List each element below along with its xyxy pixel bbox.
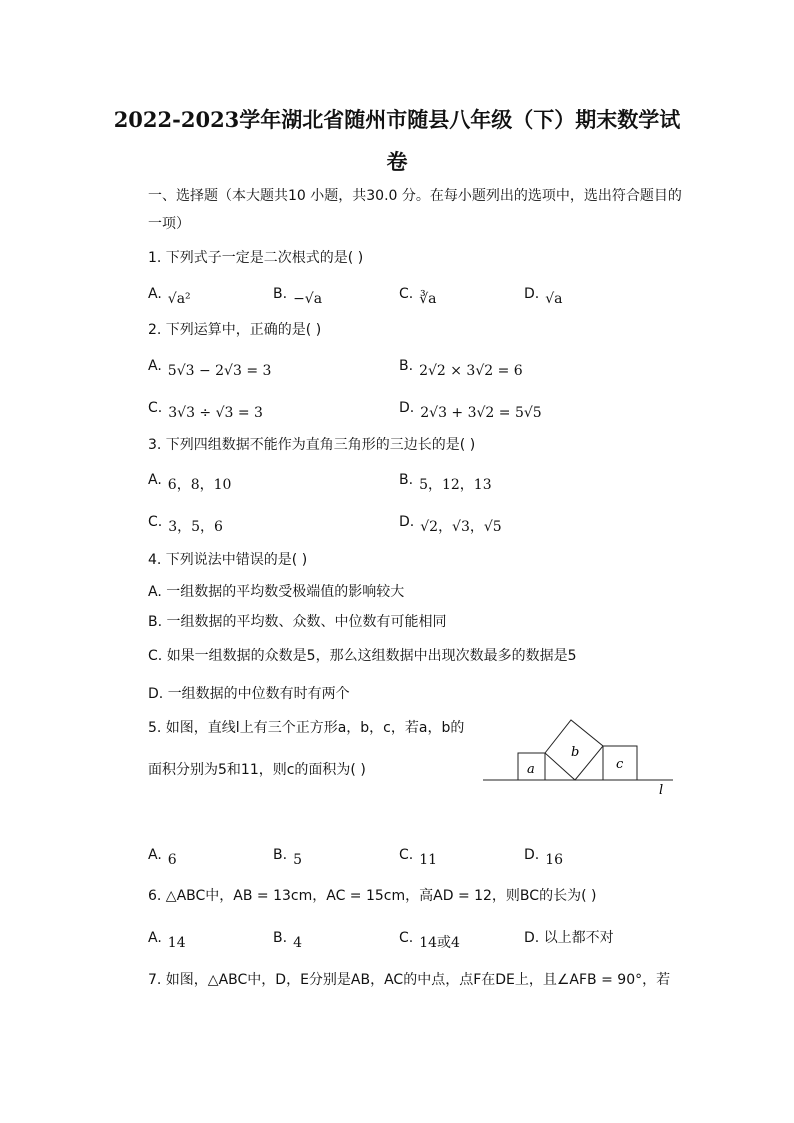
option-value: 14 (167, 935, 186, 951)
option-label: A. (148, 847, 162, 863)
option-value: 5，12，13 (419, 477, 492, 493)
option-value: −√a (293, 291, 323, 307)
label-c: c (616, 757, 624, 772)
question-1-option-d (524, 284, 563, 307)
section-heading-line-1: 一、选择题（本大题共10 小题，共30.0 分。在每小题列出的选项中，选出符合题目的 (148, 188, 682, 204)
page-title-line-2: 卷 (386, 149, 408, 174)
option-label: A. (148, 286, 162, 302)
option-value: 3√3 ÷ √3 = 3 (168, 405, 263, 421)
option-value: 14或4 (419, 935, 460, 951)
option-value: 11 (419, 852, 438, 868)
question-2-option-a (148, 356, 272, 379)
question-3-option-c (148, 512, 223, 535)
question-5-option-c (399, 845, 438, 868)
page-title-line-1: 2022-2023学年湖北省随州市随县八年级（下）期末数学试 (113, 107, 681, 132)
option-value: 以上都不对 (543, 930, 614, 946)
squares-on-line-figure (483, 718, 673, 800)
question-3-option-a (148, 470, 232, 493)
question-3-option-b (399, 470, 492, 493)
label-a: a (527, 762, 535, 777)
option-label: C. (399, 930, 414, 946)
question-6-option-a (148, 928, 186, 951)
question-5-stem-line-1: 5. 如图，直线l上有三个正方形a，b，c，若a，b的 (148, 720, 465, 736)
option-label: B. (273, 847, 288, 863)
option-label: B. (273, 930, 288, 946)
option-value: 2√2 × 3√2 = 6 (419, 363, 523, 379)
option-value: ∛a (419, 291, 437, 307)
option-value: 6，8，10 (167, 477, 232, 493)
question-4-option-b (148, 612, 447, 632)
option-value: 16 (545, 852, 564, 868)
question-2-option-b (399, 356, 523, 379)
option-value: 一组数据的中位数有时有两个 (167, 686, 350, 702)
option-label: C. (399, 847, 414, 863)
question-5-stem-line-2: 面积分别为5和11，则c的面积为( ) (148, 762, 366, 778)
option-value: 5√3 − 2√3 = 3 (167, 363, 272, 379)
option-value: 一组数据的平均数受极端值的影响较大 (166, 584, 405, 600)
option-value: 6 (167, 852, 177, 868)
question-2-option-d (399, 398, 542, 421)
option-label: A. (148, 584, 162, 600)
question-5-option-b (273, 845, 302, 868)
question-4-option-c (148, 646, 577, 666)
option-label: B. (399, 472, 414, 488)
option-value: 2√3 + 3√2 = 5√5 (420, 405, 542, 421)
option-value: √a (545, 291, 563, 307)
label-l: l (659, 783, 664, 798)
section-heading-line-2: 一项） (148, 216, 190, 232)
option-value: 3，5，6 (168, 519, 223, 535)
question-6-option-d (524, 928, 614, 948)
question-3-stem: 3. 下列四组数据不能作为直角三角形的三边长的是( ) (148, 437, 476, 453)
option-label: C. (148, 400, 163, 416)
question-4-option-a (148, 582, 404, 602)
option-label: A. (148, 930, 162, 946)
question-1-option-b (273, 284, 323, 307)
option-label: B. (273, 286, 288, 302)
option-label: A. (148, 472, 162, 488)
label-b: b (571, 745, 580, 760)
question-6-stem: 6. △ABC中，AB = 13cm，AC = 15cm，高AD = 12，则BC的长为( ) (148, 888, 597, 904)
option-label: D. (524, 930, 540, 946)
option-label: D. (399, 514, 415, 530)
option-value: 如果一组数据的众数是5，那么这组数据中出现次数最多的数据是5 (166, 648, 577, 664)
question-4-option-d (148, 684, 350, 704)
question-7-stem: 7. 如图，△ABC中，D，E分别是AB，AC的中点，点F在DE上，且∠AFB = 90°，若 (148, 972, 671, 988)
option-value: 一组数据的平均数、众数、中位数有可能相同 (166, 614, 447, 630)
option-label: D. (148, 686, 164, 702)
question-6-option-b (273, 928, 302, 951)
question-3-option-d (399, 512, 502, 535)
question-6-option-c (399, 928, 460, 951)
option-label: A. (148, 358, 162, 374)
question-4-stem: 4. 下列说法中错误的是( ) (148, 552, 308, 568)
option-label: B. (399, 358, 414, 374)
option-label: D. (399, 400, 415, 416)
option-label: C. (148, 514, 163, 530)
question-2-stem: 2. 下列运算中，正确的是( ) (148, 322, 322, 338)
question-2-option-c (148, 398, 263, 421)
option-label: B. (148, 614, 163, 630)
question-1-option-a (148, 284, 191, 307)
option-label: D. (524, 847, 540, 863)
question-1-option-c (399, 284, 437, 307)
option-value: 4 (293, 935, 302, 951)
question-1-stem: 1. 下列式子一定是二次根式的是( ) (148, 250, 364, 266)
option-label: D. (524, 286, 540, 302)
option-label: C. (148, 648, 163, 664)
option-label: C. (399, 286, 414, 302)
option-value: √a² (167, 291, 191, 307)
question-5-option-a (148, 845, 177, 868)
option-value: √2，√3，√5 (420, 519, 502, 535)
question-5-option-d (524, 845, 564, 868)
option-value: 5 (293, 852, 302, 868)
